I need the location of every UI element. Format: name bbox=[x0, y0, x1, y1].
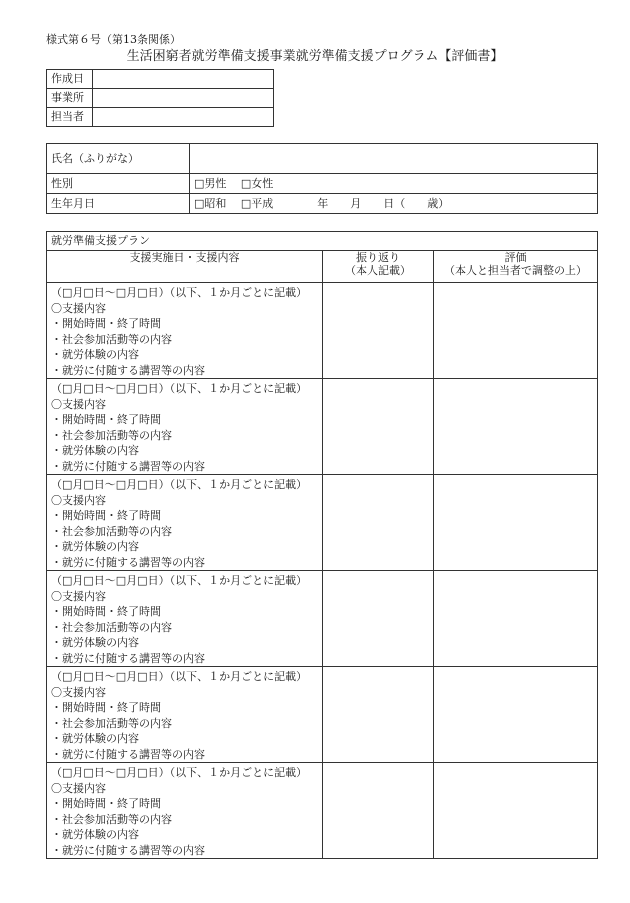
col-evaluation-header bbox=[434, 251, 598, 283]
evaluation-cell[interactable] bbox=[434, 283, 598, 379]
staff-field[interactable] bbox=[93, 108, 274, 127]
col-reflection-sublabel: （本人記載） bbox=[345, 264, 411, 278]
plan-caption: 就労準備支援プラン bbox=[47, 232, 598, 251]
evaluation-cell[interactable] bbox=[434, 379, 598, 475]
entry-item4: ・就労に付随する講習等の内容 bbox=[51, 843, 205, 857]
entry-item3: ・就労体験の内容 bbox=[51, 732, 139, 745]
entry-item4: ・就労に付随する講習等の内容 bbox=[51, 651, 205, 665]
meta-label: 作成日 bbox=[47, 70, 93, 89]
reflection-cell[interactable] bbox=[323, 571, 434, 667]
entry-item2: ・社会参加活動等の内容 bbox=[51, 620, 172, 634]
reflection-cell[interactable] bbox=[323, 283, 434, 379]
entry-item2: ・社会参加活動等の内容 bbox=[51, 524, 172, 538]
support-content-cell[interactable] bbox=[47, 571, 323, 667]
office-field[interactable] bbox=[93, 89, 274, 108]
entry-heading: 〇支援内容 bbox=[51, 685, 106, 699]
entry-item3: ・就労体験の内容 bbox=[51, 348, 139, 361]
meta-row-staff bbox=[47, 108, 274, 127]
document-title: 生活困窮者就労準備支援事業就労準備支援プログラム【評価書】 bbox=[126, 49, 504, 64]
meta-row-created-date bbox=[47, 70, 274, 89]
entry-item2: ・社会参加活動等の内容 bbox=[51, 332, 172, 346]
entry-item2: ・社会参加活動等の内容 bbox=[51, 428, 172, 442]
support-content-cell[interactable] bbox=[47, 379, 323, 475]
entry-period: （□月□日～□月□日）（以下、１か月ごとに記載） bbox=[51, 766, 308, 779]
entry-item3: ・就労体験の内容 bbox=[51, 444, 139, 457]
entry-item2: ・社会参加活動等の内容 bbox=[51, 716, 172, 730]
meta-label: 事業所 bbox=[47, 89, 93, 108]
entry-item4: ・就労に付随する講習等の内容 bbox=[51, 459, 205, 473]
col-support-content-label: 支援実施日・支援内容 bbox=[129, 251, 240, 264]
entry-heading: 〇支援内容 bbox=[51, 493, 106, 507]
entry-item3: ・就労体験の内容 bbox=[51, 828, 139, 841]
name-row bbox=[47, 144, 598, 174]
meta-label: 担当者 bbox=[47, 108, 93, 127]
entry-item4: ・就労に付随する講習等の内容 bbox=[51, 363, 205, 377]
name-label: 氏名（ふりがな） bbox=[47, 144, 190, 174]
entry-period: （□月□日～□月□日）（以下、１か月ごとに記載） bbox=[51, 382, 308, 395]
col-evaluation-label: 評価 bbox=[504, 251, 527, 264]
entry-heading: 〇支援内容 bbox=[51, 301, 106, 315]
plan-entry-row bbox=[47, 283, 598, 379]
support-content-cell[interactable] bbox=[47, 283, 323, 379]
support-content-cell[interactable] bbox=[47, 667, 323, 763]
col-reflection-header bbox=[323, 251, 434, 283]
reflection-cell[interactable] bbox=[323, 475, 434, 571]
entry-item1: ・開始時間・終了時間 bbox=[51, 509, 161, 522]
evaluation-cell[interactable] bbox=[434, 667, 598, 763]
support-content-cell[interactable] bbox=[47, 763, 323, 859]
sex-label: 性別 bbox=[47, 174, 190, 194]
birth-date-field[interactable]: □昭和 □平成 年 月 日（ 歳） bbox=[190, 194, 598, 214]
reflection-cell[interactable] bbox=[323, 379, 434, 475]
plan-caption-row bbox=[47, 232, 598, 251]
entry-period: （□月□日～□月□日）（以下、１か月ごとに記載） bbox=[51, 478, 308, 491]
birth-label: 生年月日 bbox=[47, 194, 190, 214]
entry-period: （□月□日～□月□日）（以下、１か月ごとに記載） bbox=[51, 670, 308, 683]
sex-row bbox=[47, 174, 598, 194]
person-table bbox=[46, 143, 598, 214]
reflection-cell[interactable] bbox=[323, 667, 434, 763]
support-plan-table bbox=[46, 231, 598, 859]
entry-item1: ・開始時間・終了時間 bbox=[51, 701, 161, 714]
name-field[interactable] bbox=[190, 144, 598, 174]
entry-item1: ・開始時間・終了時間 bbox=[51, 413, 161, 426]
entry-item4: ・就労に付随する講習等の内容 bbox=[51, 555, 205, 569]
entry-heading: 〇支援内容 bbox=[51, 781, 106, 795]
plan-entry-row bbox=[47, 763, 598, 859]
entry-heading: 〇支援内容 bbox=[51, 397, 106, 411]
evaluation-cell[interactable] bbox=[434, 763, 598, 859]
col-evaluation-sublabel: （本人と担当者で調整の上） bbox=[444, 264, 588, 278]
birth-row bbox=[47, 194, 598, 214]
support-content-cell[interactable] bbox=[47, 475, 323, 571]
plan-entry-row bbox=[47, 475, 598, 571]
reflection-cell[interactable] bbox=[323, 763, 434, 859]
form-number: 様式第６号（第13条関係） bbox=[46, 33, 181, 46]
entry-period: （□月□日～□月□日）（以下、１か月ごとに記載） bbox=[51, 286, 308, 299]
entry-item1: ・開始時間・終了時間 bbox=[51, 605, 161, 618]
sex-options[interactable]: □男性 □女性 bbox=[190, 174, 598, 194]
entry-period: （□月□日～□月□日）（以下、１か月ごとに記載） bbox=[51, 574, 308, 587]
plan-entry-row bbox=[47, 379, 598, 475]
created-date-field[interactable] bbox=[93, 70, 274, 89]
entry-item1: ・開始時間・終了時間 bbox=[51, 797, 161, 810]
entry-item3: ・就労体験の内容 bbox=[51, 540, 139, 553]
col-reflection-label: 振り返り bbox=[356, 251, 400, 264]
entry-item3: ・就労体験の内容 bbox=[51, 636, 139, 649]
entry-heading: 〇支援内容 bbox=[51, 589, 106, 603]
plan-entry-row bbox=[47, 667, 598, 763]
col-support-content-header bbox=[47, 251, 323, 283]
evaluation-cell[interactable] bbox=[434, 571, 598, 667]
meta-row-office bbox=[47, 89, 274, 108]
entry-item1: ・開始時間・終了時間 bbox=[51, 317, 161, 330]
plan-entries bbox=[47, 283, 598, 859]
plan-header-row bbox=[47, 251, 598, 283]
evaluation-cell[interactable] bbox=[434, 475, 598, 571]
entry-item2: ・社会参加活動等の内容 bbox=[51, 812, 172, 826]
plan-entry-row bbox=[47, 571, 598, 667]
entry-item4: ・就労に付随する講習等の内容 bbox=[51, 747, 205, 761]
meta-table bbox=[46, 69, 274, 127]
